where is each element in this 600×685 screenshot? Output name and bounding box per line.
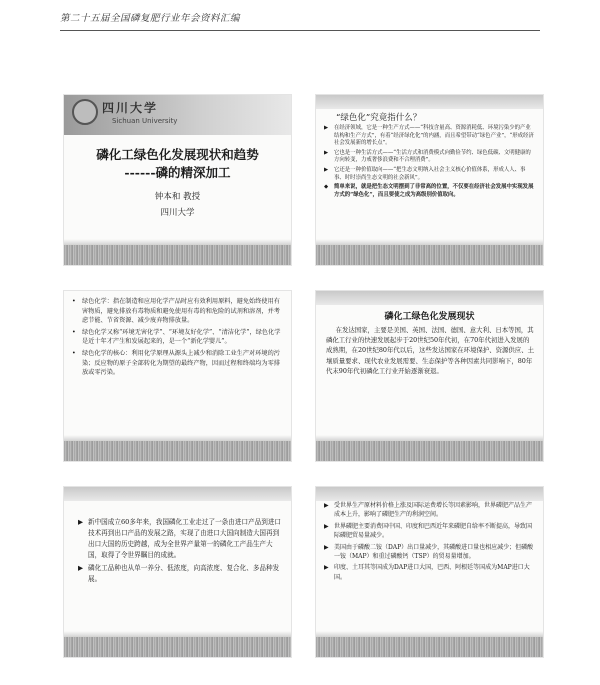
list-item-text: 新中国成立60多年来，我国磷化工业走过了一条由进口产品到进口技术再到出口产品的发展之路，实现了由进口大国向制造大国再到出口大国的历史跨越，成为全世界产量第一的磷化工产品生产大国，取得了令世界瞩目的成就。 xyxy=(88,518,282,559)
bullet-dot-icon: • xyxy=(72,349,76,357)
bullet-arrow-icon: ▶ xyxy=(324,125,329,131)
bullet-arrow-icon: ▶ xyxy=(324,149,329,156)
list-item xyxy=(72,297,284,326)
list-item-text: 世界磷肥主要消费国中国、印度和巴西近年来磷肥自给率不断提高，导致国际磷肥贸易量减少。 xyxy=(334,522,533,540)
university-seal-icon xyxy=(72,99,98,125)
bullet-dot-icon: • xyxy=(72,298,76,305)
list-item xyxy=(78,517,284,561)
slide-grass-decoration xyxy=(64,245,291,265)
presentation-title: 磷化工绿色化发展现状和趋势 xyxy=(96,147,259,162)
list-item-text: 它也是一种生活方式——“生活方式和消费模式向勤俭节约、绿色低碳、文明健康的方向转变，力戒奢侈浪费和不合理消费”。 xyxy=(334,149,531,164)
list-item-text: 美国由于磷酸二铵（DAP）出口量减少，其磷酸进口量也相应减少；但磷酸一铵（MAP）和重过磷酸钙（TSP）的贸易量增加。 xyxy=(334,543,534,561)
list-item-text: 简单来说，就是把生态文明摆到了非常高的位置，不仅要在经济社会发展中实现发展方式的“绿色化”，而且要使之成为高级别价值取向。 xyxy=(334,184,534,198)
list-item-text: 绿色化学的核心：利用化学原理从源头上减少和消除工业生产对环境的污染；反应物的原子全部转化为期望的最终产物，因而过程和终端均为零排放或零污染。 xyxy=(82,349,280,377)
list-item xyxy=(324,125,536,148)
slide-grass-decoration xyxy=(316,441,543,461)
list-item xyxy=(72,349,284,378)
list-item xyxy=(78,563,284,585)
slide-top-band xyxy=(64,487,291,501)
slide-top-band xyxy=(316,95,543,109)
slide-grass-decoration xyxy=(316,637,543,657)
slide-green-definition xyxy=(315,94,544,266)
university-logo-cn: 四川大学 xyxy=(102,101,159,115)
slide-title xyxy=(63,94,292,266)
bullet-diamond-icon: ◆ xyxy=(324,184,329,191)
bullet-arrow-icon: ▶ xyxy=(78,518,84,526)
list-item xyxy=(324,184,536,199)
bullet-arrow-icon: ▶ xyxy=(78,564,84,572)
slide-top-band xyxy=(316,291,543,305)
list-item-text: 磷化工品种也从单一养分、低浓度，向高浓度、复合化、多品种发展。 xyxy=(88,564,280,583)
list-item xyxy=(324,522,536,541)
slide-development-status xyxy=(315,290,544,462)
bullet-arrow-icon: ▶ xyxy=(324,166,329,173)
slide-grass-decoration xyxy=(64,637,291,657)
header-rule xyxy=(60,30,540,31)
bullet-list xyxy=(78,517,284,587)
bullet-arrow-icon: ▶ xyxy=(324,564,329,572)
slide-china-history xyxy=(63,486,292,658)
page-header: 第二十五届全国磷复肥行业年会资料汇编 xyxy=(60,13,241,24)
slide-banner xyxy=(64,95,291,135)
author-name: 钟本和 教授 xyxy=(154,192,201,202)
bullet-arrow-icon: ▶ xyxy=(324,522,329,530)
list-item xyxy=(324,167,536,182)
slide-green-chemistry xyxy=(63,290,292,462)
slide-title-text: 磷化工绿色化发展现状 xyxy=(384,312,475,322)
list-item xyxy=(72,328,284,347)
bullet-arrow-icon: ▶ xyxy=(324,502,329,509)
list-item xyxy=(324,150,536,165)
presentation-subtitle: ------磷的精深加工 xyxy=(124,165,231,180)
bullet-list xyxy=(324,501,536,584)
list-item-text: 它还是一种价值取向——“把生态文明纳入社会主义核心价值体系，形成人人、事事、时时崇尚生态文明的社会新风”。 xyxy=(334,166,526,181)
university-logo-en: Sichuan University xyxy=(112,117,178,125)
slide-grass-decoration xyxy=(316,245,543,265)
list-item-text: 绿色化学：指在制造和应用化学产品时应有效利用原料，避免始终使用有害物质，避免排放有毒物质和避免使用有毒的和危险的试剂和溶剂，并考虑节能、节省资源、减少废弃物排放量。 xyxy=(82,298,280,325)
list-item xyxy=(324,563,536,582)
list-item xyxy=(324,543,536,562)
slide-title-text: “绿色化”究竟指什么？ xyxy=(336,113,422,123)
list-item-text: 在经济领域，它是一种生产方式——“科技含量高、资源消耗低、环境污染少的产业结构和生产方式”，有着“经济绿化化”的内涵，而且希望带动“绿色产业”，“形成经济社会发展新的增长点”。 xyxy=(334,125,534,147)
list-item xyxy=(324,501,536,520)
bullet-list xyxy=(72,297,284,380)
bullet-arrow-icon: ▶ xyxy=(324,543,329,551)
bullet-list xyxy=(324,125,536,201)
slide-top-band xyxy=(316,487,543,501)
author-affiliation: 四川大学 xyxy=(160,208,195,218)
bullet-dot-icon: • xyxy=(72,328,76,336)
slide-paragraph: 在发达国家，主要是美国、英国、法国、德国、意大利、日本等国，其磷化工行业的快速发展起步于20世纪50年代初，在70年代初进入发展的成熟期，在20世纪80年代以后，这些发达国家在环境保护、资源供应、土壤质量要求、现代农业发展需要、生态保护等各种因素共同影响下，80年代末90年代初磷化工行业开始逐渐衰退。 xyxy=(326,326,534,375)
list-item-text: 绿色化学又称“环境无害化学”、“环境友好化学”、“清洁化学”，绿色化学是近十年才产生和发展起来的，是一个“新化学婴儿”。 xyxy=(82,328,281,346)
list-item-text: 受世界生产原材料价格上涨及国际运费增长等因素影响，世界磷肥产品生产成本上升，影响了磷肥生产的利润空间。 xyxy=(334,502,533,519)
slide-grass-decoration xyxy=(64,441,291,461)
slide-world-market xyxy=(315,486,544,658)
list-item-text: 印度、土耳其等国成为DAP进口大国，巴西、阿根廷等国成为MAP进口大国。 xyxy=(334,564,530,581)
